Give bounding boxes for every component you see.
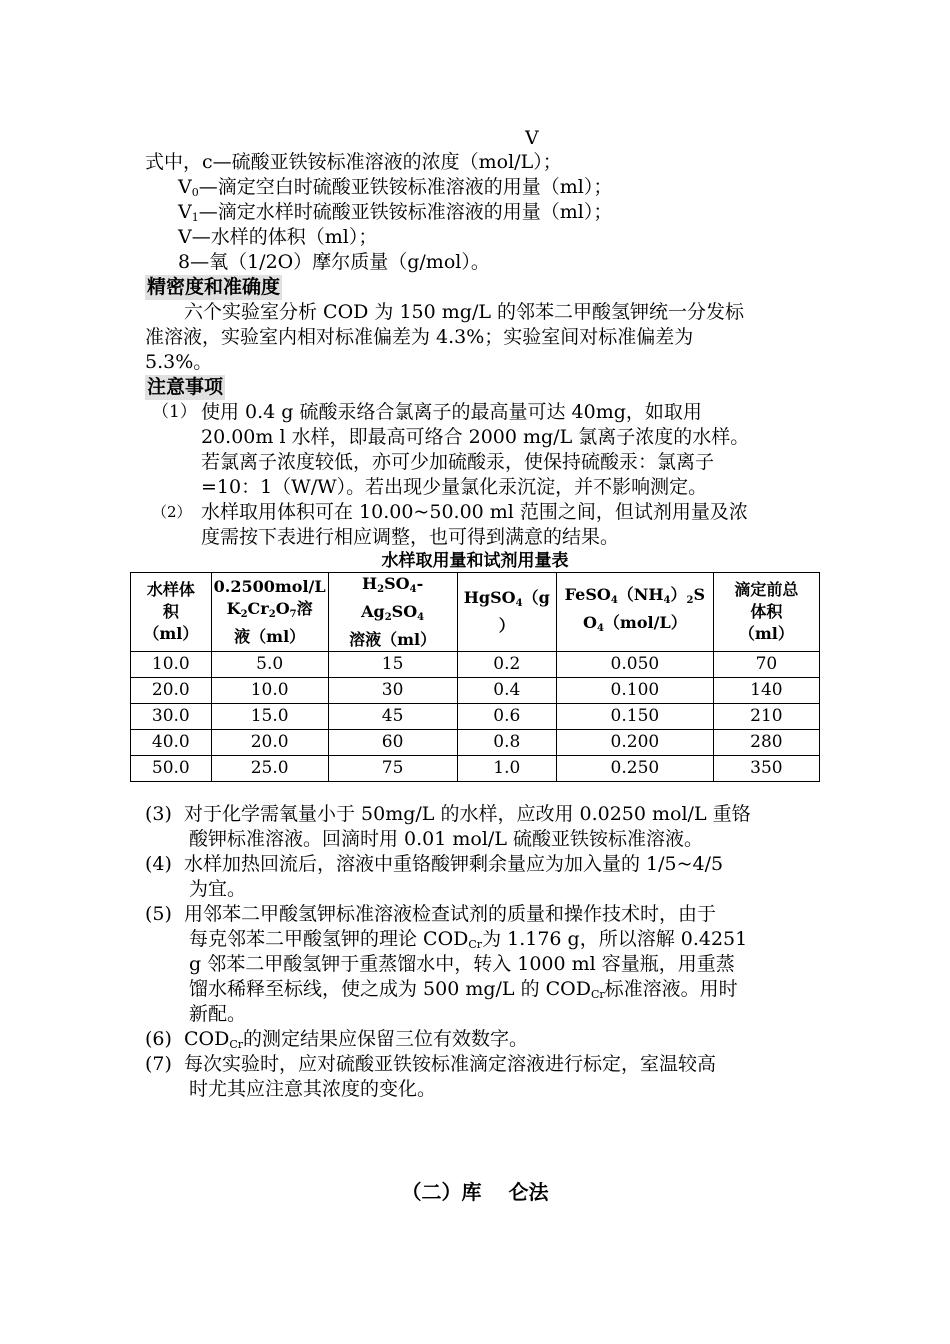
note-5-line-2: 每克邻苯二甲酸氢钾的理论 $COD_{Cr}$为 1.176 g，所以溶解 0.4251 [189, 928, 748, 951]
table-cell: 25.0 [211, 756, 328, 782]
table-cell: 0.4 [457, 678, 556, 704]
table-cell: 15 [328, 652, 457, 678]
legend-v1: $V_1—$滴定水样时硫酸亚铁铵标准溶液的用量（ml）； [178, 201, 613, 224]
header-total-volume: 滴定前总 体积 （ml） [713, 573, 819, 652]
table-cell: 10.0 [211, 678, 328, 704]
table-cell: 75 [328, 756, 457, 782]
table-cell: 0.8 [457, 730, 556, 756]
table-row [131, 730, 820, 756]
note-5-number: (5) [145, 903, 172, 925]
note-5-line-4: 馏水稀释至标线，使之成为 500 mg/L 的 $COD_{Cr}$标准溶液。用时 [189, 978, 738, 1001]
note-4-line-1: 水样加热回流后，溶液中重铬酸钾剩余量应为加入量的 1/5~4/5 [184, 853, 724, 875]
table-row [131, 652, 820, 678]
table-row [131, 756, 820, 782]
table-cell: 0.200 [556, 730, 713, 756]
table-cell: 5.0 [211, 652, 328, 678]
legend-v0: $V_0—$滴定空白时硫酸亚铁铵标准溶液的用量（ml）； [178, 176, 613, 199]
header-acid-silver: H2SO4- Ag2SO4 溶液（ml） [328, 573, 457, 652]
table-cell: 40.0 [131, 730, 212, 756]
table-cell: 0.250 [556, 756, 713, 782]
note-4-number: (4) [145, 853, 172, 875]
note-1-line-2: 20.00m l 水样，即最高可络合 2000 mg/L 氯离子浓度的水样。 [201, 426, 750, 448]
note-7-line-2: 时尤其应注意其浓度的变化。 [189, 1078, 437, 1100]
table-cell: 30.0 [131, 704, 212, 730]
table-cell: 0.2 [457, 652, 556, 678]
note-1-line-1: 使用 0.4 g 硫酸汞络合氯离子的最高量可达 40mg，如取用 [201, 401, 702, 423]
note-6-line-1: $COD_{Cr}$的测定结果应保留三位有效数字。 [184, 1028, 529, 1051]
table-row [131, 704, 820, 730]
table-cell: 15.0 [211, 704, 328, 730]
note-1-line-3: 若氯离子浓度较低，亦可少加硫酸汞，使保持硫酸汞：氯离子 [201, 451, 715, 473]
table-cell: 60 [328, 730, 457, 756]
reagent-table [130, 572, 820, 782]
table-cell: 45 [328, 704, 457, 730]
note-7-line-1: 每次实验时，应对硫酸亚铁铵标准滴定溶液进行标定，室温较高 [184, 1053, 717, 1075]
table-cell: 20.0 [131, 678, 212, 704]
precision-heading: 精密度和准确度 [147, 276, 281, 298]
table-cell: 0.150 [556, 704, 713, 730]
table-cell: 350 [713, 756, 819, 782]
table-cell: 10.0 [131, 652, 212, 678]
note-6-number: (6) [145, 1028, 172, 1050]
note-5-line-3: g 邻苯二甲酸氢钾于重蒸馏水中，转入 1000 ml 容量瓶，用重蒸 [189, 953, 735, 975]
table-caption: 水样取用量和试剂用量表 [381, 551, 569, 571]
note-2-line-2: 度需按下表进行相应调整，也可得到满意的结果。 [201, 526, 620, 548]
note-2-line-1: 水样取用体积可在 10.00~50.00 ml 范围之间，但试剂用量及浓 [201, 501, 748, 523]
legend-oxygen: 8—氧（1/2O）摩尔质量（g/mol）。 [178, 251, 490, 273]
notes-heading: 注意事项 [147, 376, 224, 398]
legend-intro: 式中，c—硫酸亚铁铵标准溶液的浓度（mol/L）； [145, 151, 562, 173]
note-5-line-1: 用邻苯二甲酸氢钾标准溶液检查试剂的质量和操作技术时，由于 [184, 903, 717, 925]
note-3-number: (3) [145, 803, 172, 825]
table-cell: 210 [713, 704, 819, 730]
table-cell: 140 [713, 678, 819, 704]
formula-denominator: V [525, 127, 539, 149]
precision-line-2: 准溶液，实验室内相对标准偏差为 4.3%；实验室间对标准偏差为 [145, 326, 694, 348]
note-4-line-2: 为宜。 [189, 878, 247, 900]
table-cell: 0.6 [457, 704, 556, 730]
note-7-number: (7) [145, 1053, 172, 1075]
table-row [131, 678, 820, 704]
table-cell: 1.0 [457, 756, 556, 782]
table-cell: 30 [328, 678, 457, 704]
header-sample-volume: 水样体 积 （ml） [131, 573, 212, 652]
table-cell: 0.050 [556, 652, 713, 678]
table-cell: 0.100 [556, 678, 713, 704]
note-3-line-1: 对于化学需氧量小于 50mg/L 的水样，应改用 0.0250 mol/L 重铬 [184, 803, 751, 825]
table-header-row [131, 573, 820, 652]
note-5-line-5: 新配。 [189, 1003, 247, 1025]
header-feso4: FeSO4（NH4）2S O4（mol/L） [556, 573, 713, 652]
legend-v: V—水样的体积（ml）； [178, 226, 378, 248]
table-cell: 50.0 [131, 756, 212, 782]
note-1-number: （1） [152, 402, 197, 422]
note-3-line-2: 酸钾标准溶液。回滴时用 0.01 mol/L 硫酸亚铁铵标准溶液。 [189, 828, 703, 850]
note-1-line-4: =10：1（W/W）。若出现少量氯化汞沉淀，并不影响测定。 [201, 476, 708, 498]
table-cell: 20.0 [211, 730, 328, 756]
header-dichromate: 0.2500mol/L K2Cr2O7溶 液（ml） [211, 573, 328, 652]
table-cell: 280 [713, 730, 819, 756]
precision-line-1: 六个实验室分析 COD 为 150 mg/L 的邻苯二甲酸氢钾统一分发标 [184, 301, 745, 323]
section-title: （二）库 仑法 [401, 1180, 549, 1204]
header-hgso4: HgSO4（g ） [457, 573, 556, 652]
table-cell: 70 [713, 652, 819, 678]
note-2-number: （2） [152, 503, 192, 521]
precision-line-3: 5.3%。 [145, 351, 213, 373]
